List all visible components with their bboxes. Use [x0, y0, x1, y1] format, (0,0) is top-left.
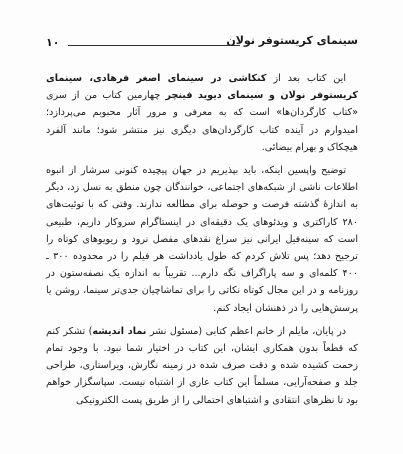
header-rule: [68, 45, 240, 46]
paragraph: [46, 70, 358, 156]
paragraph-text: ) تشکر کنم که قطعاً بدون همکاری ایشان، این کتاب در اختیار شما نبود. با وجود تمام زحمت کشیده شده و دقت صرف شده در زمینه نگارش، ویراستاری، طراحی جلد و صفحه‌آرایی، مسلماً این کتاب عاری از اشتباه نیست. سپاسگزار خواهم بود تا نظرهای انتقادی و اشتباهای احتمالی را از طریق پست الکترونیکی: [46, 325, 358, 406]
page-number: ۱۰: [46, 36, 60, 49]
bold-title-text: کنکاشی در سینمای اصغر فرهادی، سینمای کریستوفر نولان و سینمای دیوید فینچر: [46, 73, 358, 102]
running-title: سینمای کریستوفر نولان: [226, 34, 358, 47]
paragraph: [46, 323, 358, 409]
paragraph-text: چهارمین کتاب من از سری «کتاب کارگردان‌ها» است که به معرفی و مرور آثار محبوبم می‌پردازد؛ امیدوارم در آینده کتاب کارگردان‌های دیگری نیز منتشر شود؛ مانند آلفرد هیچکاک و بهرام بیضائی.: [46, 90, 358, 153]
paragraph-text: این کتاب بعد از: [266, 73, 346, 84]
page-header: [46, 34, 358, 54]
body-text: [46, 70, 358, 409]
paragraph: [46, 162, 358, 317]
bold-title-text: نماد اندیشه: [92, 325, 147, 337]
paragraph-text: در پایان، مایلم از خانم اعظم کتابی (مسئول نشر: [146, 325, 347, 337]
paragraph-text: توضیح واپسین اینکه، باید بپذیریم در جهان پیچیده کنونی سرشار از انبوه اطلاعات ناشی از شبکه‌های اجتماعی، خوانندگان چون منطق به نسل زد، دیگر به اندازهٔ گذشته فرصت و حوصله برای مطالعه ندارند. وقتی که با توئیت‌های ۲۸۰ کاراکتری و ویدئوهای یک دقیقه‌ای در اینستاگرام سروکار داریم، طبیعی است که سینه‌فیل ایرانی نیز سراغ نقدهای مفصل نرود و ریویوهای کوتاه را ترجیح دهد؛ پس تلاش کردم که طول یادداشت هر فیلم را در محدوده ۳۰۰ ـ ۴۰۰ کلمه‌ای و سه پاراگراف نگه دارم... تقریباً به اندازه یک نصفه‌ستون در روزنامه و در این مجال کوتاه نکاتی را برای تماشاچیان جدی‌تر سینما، روشن یا پرسش‌هایی را در ذهنشان ایجاد کنم.: [46, 165, 358, 314]
